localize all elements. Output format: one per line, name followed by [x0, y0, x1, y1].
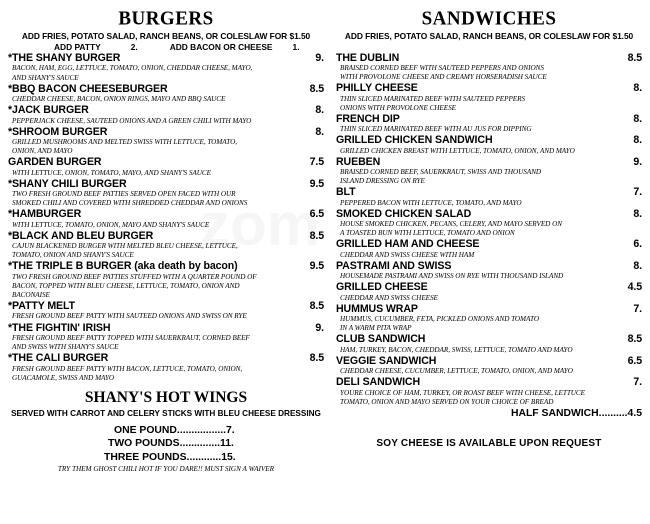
- burger-menu-item: [8, 83, 324, 105]
- burger-item-description: BACONAISE: [12, 290, 50, 299]
- burger-item-price: 8.: [315, 125, 324, 138]
- sandwich-item-name: GRILLED CHICKEN SANDWICH: [336, 134, 493, 147]
- sandwich-item-row: [336, 303, 642, 315]
- half-sandwich: HALF SANDWICH..........4.5: [510, 408, 642, 420]
- sandwich-menu-item: [336, 333, 642, 355]
- sandwich-item-description: WITH PROVOLONE CHEESE AND CREAMY HORSERADISH SAUCE: [340, 73, 547, 81]
- sandwich-item-name: FRENCH DIP: [336, 112, 400, 125]
- burger-menu-item: [8, 208, 324, 230]
- burger-item-description: PEPPERJACK CHEESE, SAUTEED ONIONS AND A GREEN CHILI WITH MAYO: [12, 116, 252, 125]
- burger-item-description: AND SWISS WITH SHANY'S SAUCE: [12, 343, 119, 352]
- sandwiches-column: [336, 0, 642, 449]
- sandwich-item-description: BRAISED CORNED BEEF, SAUERKRAUT, SWISS AND THOUSAND: [340, 168, 542, 177]
- burgers-addons-line: ADD FRIES, POTATO SALAD, RANCH BEANS, OR COLESLAW FOR $1.50: [21, 31, 311, 41]
- burger-item-description: CHEDDAR CHEESE, BACON, ONION RINGS, MAYO AND BBQ SAUCE: [12, 95, 226, 103]
- sandwich-item-name: DELI SANDWICH: [336, 376, 421, 389]
- sandwich-item-description: GRILLED CHICKEN BREAST WITH LETTUCE, TOMATO, ONION, AND MAYO: [340, 146, 575, 155]
- burgers-column: [8, 0, 324, 474]
- burger-item-row: [8, 300, 324, 312]
- sandwich-item-price: 7.: [633, 302, 642, 315]
- sandwich-menu-item: [336, 156, 642, 187]
- sandwich-item-row: [336, 156, 642, 168]
- burger-item-description: SMOKED CHILI AND COVERED WITH SHREDDED CHEDDAR AND ONIONS: [12, 199, 248, 208]
- sandwich-item-row: [336, 186, 642, 198]
- sandwich-menu-item: [336, 355, 642, 377]
- sandwiches-addons-line: ADD FRIES, POTATO SALAD, RANCH BEANS, OR COLESLAW FOR $1.50: [344, 31, 634, 41]
- sandwich-item-name: THE DUBLIN: [336, 51, 400, 64]
- sandwich-item-price: 6.5: [627, 354, 642, 367]
- wings-subtitle: SERVED WITH CARROT AND CELERY STICKS WITH BLEU CHEESE DRESSING: [11, 408, 321, 418]
- burger-item-description: AND SHANY'S SAUCE: [12, 73, 79, 82]
- burger-item-description: TWO FRESH GROUND BEEF PATTIES SERVED OPEN FACED WITH OUR: [12, 190, 236, 199]
- sandwich-item-name: GRILLED HAM AND CHEESE: [336, 238, 480, 251]
- burger-menu-item: [8, 260, 324, 300]
- burger-item-description: GRILLED MUSHROOMS AND MELTED SWISS WITH LETTUCE, TOMATO,: [12, 138, 238, 146]
- add-bacon-price: 1.: [292, 41, 300, 52]
- sandwich-item-name: GRILLED CHEESE: [336, 281, 428, 294]
- burger-item-description: FRESH GROUND BEEF PATTY WITH SAUTEED ONIONS AND SWISS ON RYE: [12, 312, 247, 321]
- burger-item-price: 8.5: [309, 300, 324, 313]
- sandwich-item-row: [336, 281, 642, 293]
- wings-three-pounds: THREE POUNDS............15.: [104, 451, 236, 463]
- sandwich-item-description: CHEDDAR AND SWISS CHEESE WITH HAM: [340, 250, 475, 259]
- sandwich-item-description: HAM, TURKEY, BACON, CHEDDAR, SWISS, LETTUCE, TOMATO AND MAYO: [340, 345, 573, 354]
- burger-item-name: *THE TRIPLE B BURGER (aka death by bacon): [8, 260, 238, 273]
- burger-item-price: 7.5: [309, 156, 324, 169]
- burger-item-name: *THE SHANY BURGER: [8, 52, 121, 64]
- wings-heading: SHANY'S HOT WINGS: [84, 388, 248, 407]
- burger-item-row: [8, 208, 324, 220]
- burger-item-row: [8, 104, 324, 116]
- burger-menu-item: [8, 52, 324, 83]
- sandwich-item-name: RUEBEN: [336, 155, 381, 168]
- burger-item-description: TWO FRESH GROUND BEEF PATTIES STUFFED WITH A QUARTER POUND OF: [12, 272, 257, 281]
- burger-item-name: *HAMBURGER: [8, 208, 82, 221]
- sandwich-menu-item: [336, 134, 642, 156]
- burger-item-name: *PATTY MELT: [8, 300, 75, 313]
- sandwich-item-row: [336, 82, 642, 94]
- sandwich-item-description: ISLAND DRESSING ON RYE: [340, 177, 425, 186]
- sandwich-item-description: TOMATO, ONION AND MAYO SERVED ON YOUR CHOICE OF BREAD: [340, 397, 554, 406]
- burger-item-name: *SHROOM BURGER: [8, 125, 108, 138]
- sandwich-item-row: [336, 260, 642, 272]
- sandwich-item-price: 7.: [633, 186, 642, 199]
- sandwich-item-price: 8.: [633, 207, 642, 220]
- burger-menu-item: [8, 300, 324, 322]
- sandwich-item-row: [336, 333, 642, 345]
- wings-prices: [8, 424, 324, 465]
- sandwich-item-description: CHEDDAR CHEESE, CUCUMBER, LETTUCE, TOMATO, ONION, AND MAYO: [340, 367, 573, 376]
- burger-item-description: WITH LETTUCE, TOMATO, ONION, MAYO AND SHANY'S SAUCE: [12, 220, 210, 229]
- burger-item-name: *JACK BURGER: [8, 104, 89, 117]
- burger-item-price: 9.5: [309, 260, 324, 273]
- burger-menu-item: [8, 104, 324, 126]
- sandwich-item-price: 8.5: [627, 51, 642, 64]
- sandwich-item-description: ONIONS WITH PROVOLONE CHEESE: [340, 103, 456, 112]
- sandwich-item-row: [336, 238, 642, 250]
- sandwich-menu-item: [336, 376, 642, 407]
- burger-item-name: *BLACK AND BLEU BURGER: [8, 229, 154, 242]
- sandwich-item-description: HUMMUS, CUCUMBER, FETA, PICKLED ONIONS AND TOMATO: [340, 315, 540, 324]
- sandwich-item-price: 8.5: [627, 333, 642, 346]
- add-patty-price: 2.: [130, 41, 138, 52]
- burger-item-price: 8.5: [309, 82, 324, 95]
- sandwiches-heading: SANDWICHES: [421, 7, 557, 30]
- sandwich-item-price: 8.: [633, 259, 642, 272]
- sandwich-item-price: 4.5: [627, 281, 642, 294]
- sandwich-item-row: [336, 355, 642, 367]
- burger-menu-item: [8, 352, 324, 383]
- wings-two-pounds: TWO POUNDS..............11.: [108, 438, 234, 450]
- sandwich-item-description: THIN SLICED MARINATED BEEF WITH AU JUS FOR DIPPING: [340, 125, 532, 134]
- sandwich-item-price: 6.: [633, 238, 642, 251]
- burger-item-name: *THE FIGHTIN' IRISH: [8, 321, 111, 334]
- burger-item-price: 8.: [315, 104, 324, 117]
- sandwich-item-row: [336, 376, 642, 388]
- sandwich-menu-item: [336, 82, 642, 113]
- burger-item-name: *THE CALI BURGER: [8, 352, 109, 365]
- sandwich-item-price: 8.: [633, 112, 642, 125]
- add-bacon-label: ADD BACON OR CHEESE: [169, 41, 273, 52]
- burger-item-row: [8, 126, 324, 138]
- sandwich-item-description: BRAISED CORNED BEEF WITH SAUTEED PEPPERS AND ONIONS: [340, 63, 544, 72]
- sandwich-menu-item: [336, 260, 642, 282]
- sandwich-menu-item: [336, 281, 642, 303]
- burger-item-row: [8, 52, 324, 64]
- burger-item-name: *BBQ BACON CHEESEBURGER: [8, 82, 168, 95]
- sandwich-item-name: CLUB SANDWICH: [336, 333, 426, 346]
- burger-item-description: BACON, HAM, EGG, LETTUCE, TOMATO, ONION, CHEDDAR CHEESE, MAYO,: [12, 64, 253, 73]
- sandwich-item-name: SMOKED CHICKEN SALAD: [336, 207, 472, 220]
- sandwich-item-description: CHEDDAR AND SWISS CHEESE: [340, 293, 438, 302]
- sandwich-item-price: 9.: [633, 155, 642, 168]
- burger-item-description: BACON, TOPPED WITH BLEU CHEESE, LETTUCE, TOMATO, ONION AND: [12, 281, 240, 290]
- burgers-extras-row: [8, 42, 324, 53]
- burger-item-name: *SHANY CHILI BURGER: [8, 177, 127, 190]
- sandwich-item-description: A TOASTED BUN WITH LETTUCE, TOMATO AND ONION: [340, 229, 515, 238]
- burger-item-row: [8, 322, 324, 334]
- sandwich-item-name: HUMMUS WRAP: [336, 302, 418, 315]
- sandwich-list: [336, 52, 642, 408]
- sandwich-item-name: VEGGIE SANDWICH: [336, 354, 437, 367]
- burger-item-price: 6.5: [309, 208, 324, 221]
- burger-item-description: GUACAMOLE, SWISS AND MAYO: [12, 373, 115, 382]
- burger-item-price: 8.5: [309, 229, 324, 242]
- soy-cheese-note: SOY CHEESE IS AVAILABLE UPON REQUEST: [376, 438, 602, 450]
- burger-menu-item: [8, 178, 324, 209]
- sandwich-item-row: [336, 113, 642, 125]
- burger-menu-item: [8, 322, 324, 353]
- burger-item-row: [8, 178, 324, 190]
- burger-item-price: 9.: [315, 321, 324, 334]
- wings-note: TRY THEM GHOST CHILI HOT IF YOU DARE!! MUST SIGN A WAIVER: [57, 464, 275, 473]
- sandwich-item-description: PEPPERED BACON WITH LETTUCE, TOMATO, AND MAYO: [340, 198, 522, 207]
- burger-item-row: [8, 260, 324, 272]
- add-patty-label: ADD PATTY: [54, 41, 101, 52]
- sandwich-menu-item: [336, 52, 642, 83]
- burger-item-row: [8, 352, 324, 364]
- sandwich-item-price: 8.: [633, 82, 642, 95]
- burger-item-description: TOMATO, ONION AND SHANY'S SAUCE: [12, 251, 134, 260]
- sandwich-item-description: THIN SLICED MARINATED BEEF WITH SAUTEED PEPPERS: [340, 94, 526, 103]
- burger-item-description: CAJUN BLACKENED BURGER WITH MELTED BLEU CHEESE, LETTUCE,: [12, 242, 238, 251]
- sandwich-item-price: 8.: [633, 134, 642, 147]
- burger-menu-item: [8, 230, 324, 261]
- sandwich-item-name: PASTRAMI AND SWISS: [336, 259, 452, 272]
- burger-item-price: 9.: [315, 52, 324, 64]
- sandwich-item-name: BLT: [336, 186, 356, 199]
- burger-menu-item: [8, 156, 324, 178]
- wings-one-pound: ONE POUND.................7.: [114, 424, 235, 436]
- sandwich-item-name: PHILLY CHEESE: [336, 82, 418, 95]
- burgers-heading: BURGERS: [118, 7, 214, 30]
- sandwich-menu-item: [336, 303, 642, 334]
- burger-item-description: FRESH GROUND BEEF PATTY TOPPED WITH SAUERKRAUT, CORNED BEEF: [12, 333, 250, 342]
- burger-item-row: [8, 83, 324, 95]
- burger-list: [8, 52, 324, 383]
- sandwich-item-row: [336, 52, 642, 64]
- burger-item-price: 9.5: [309, 177, 324, 190]
- burger-item-row: [8, 230, 324, 242]
- burger-item-name: GARDEN BURGER: [8, 156, 102, 169]
- sandwich-item-description: IN A WARM PITA WRAP: [340, 324, 412, 333]
- burger-item-description: WITH LETTUCE, ONION, TOMATO, MAYO, AND SHANY'S SAUCE: [12, 168, 211, 177]
- burger-item-description: ONION, AND MAYO: [12, 147, 73, 156]
- burger-item-description: FRESH GROUND BEEF PATTY WITH BACON, LETTUCE, TOMATO, ONION,: [12, 364, 243, 373]
- burger-item-price: 8.5: [309, 352, 324, 365]
- sandwich-menu-item: [336, 208, 642, 239]
- burger-item-row: [8, 156, 324, 168]
- sandwich-item-row: [336, 208, 642, 220]
- sandwich-item-description: HOUSE SMOKED CHICKEN, PECANS, CELERY, AND MAYO SERVED ON: [340, 220, 562, 229]
- sandwich-item-description: YOURE CHOICE OF HAM, TURKEY, OR ROAST BEEF WITH CHEESE, LETTUCE: [340, 388, 586, 397]
- sandwich-item-row: [336, 134, 642, 146]
- sandwich-menu-item: [336, 238, 642, 260]
- sandwich-menu-item: [336, 186, 642, 208]
- sandwich-menu-item: [336, 113, 642, 135]
- sandwich-item-price: 7.: [633, 376, 642, 389]
- sandwich-item-description: HOUSEMADE PASTRAMI AND SWISS ON RYE WITH THOUSAND ISLAND: [340, 272, 564, 281]
- burger-menu-item: [8, 126, 324, 157]
